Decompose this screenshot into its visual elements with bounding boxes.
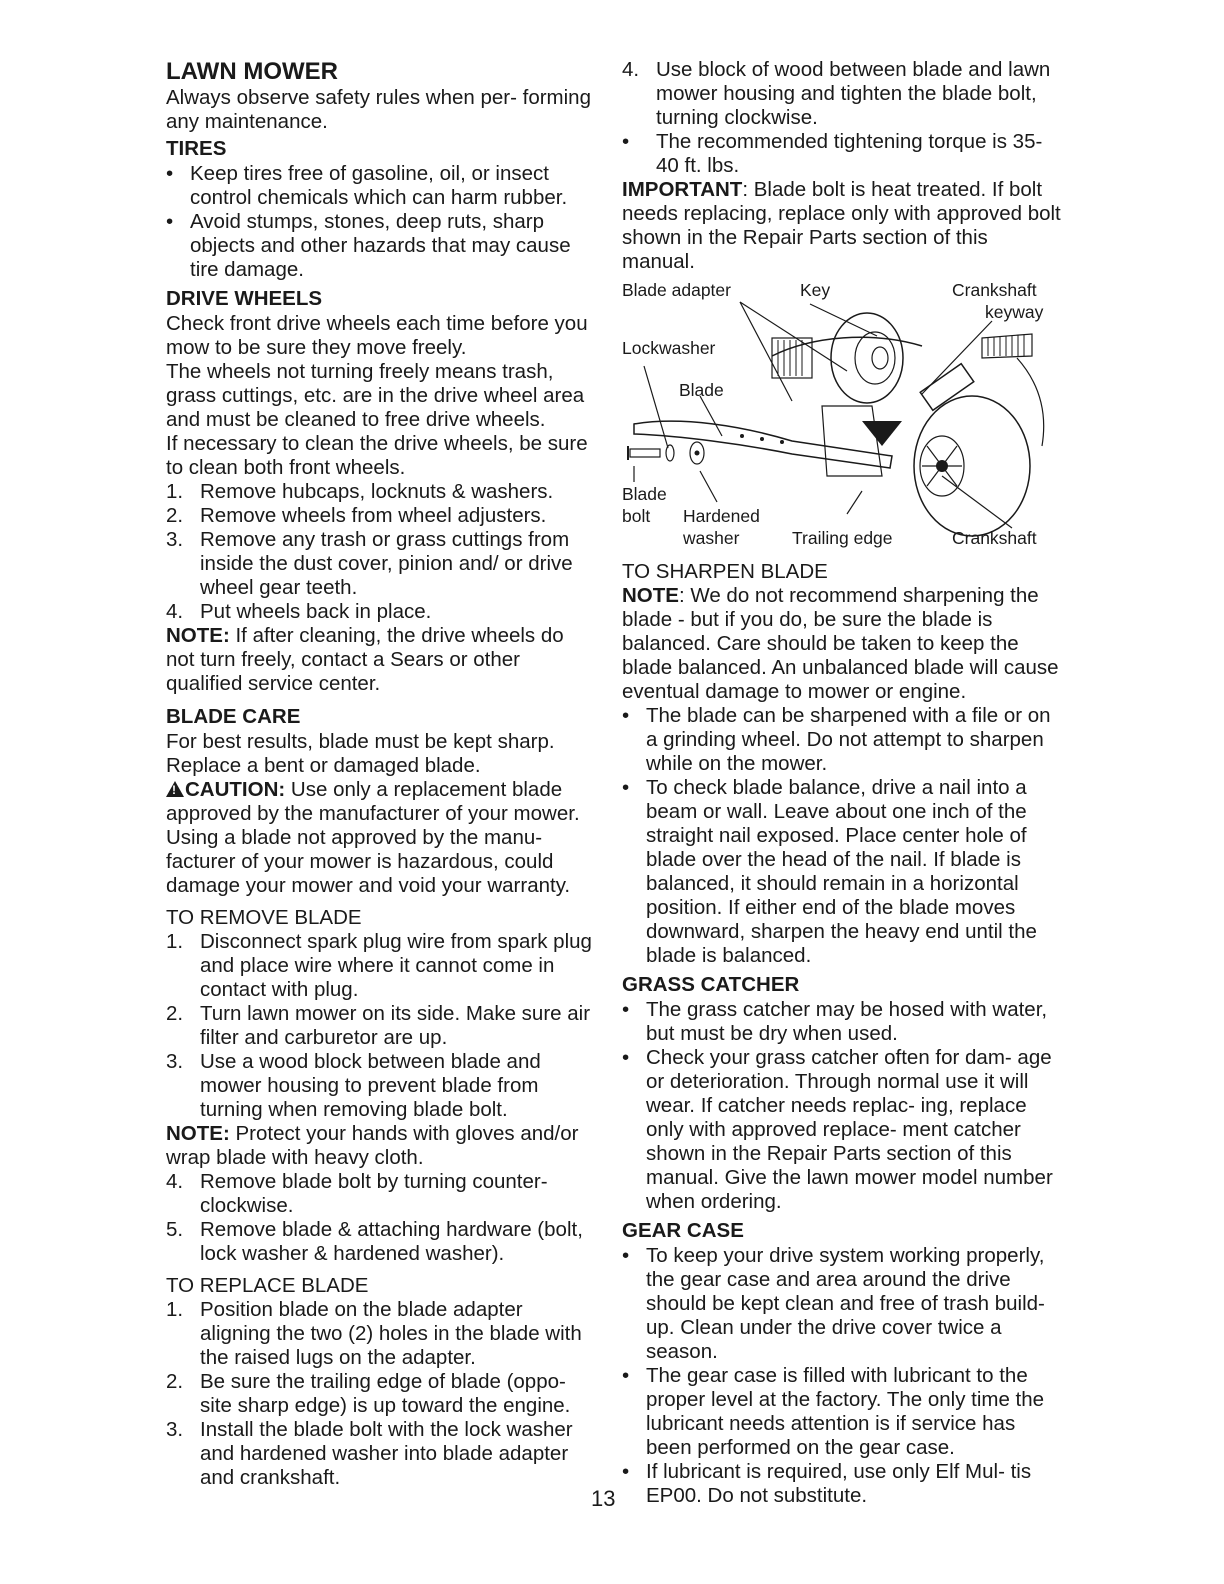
caution-paragraph: !CAUTION: Use only a replacement blade approved by the manufacturer of your mower. Using a blade not approved by the manu- facturer of your mower is hazardous, could damage your mower and void your warranty. <box>166 778 596 898</box>
list-item: • The grass catcher may be hosed with water, but must be dry when used. <box>622 998 1048 1045</box>
label-hardened-2: washer <box>683 528 740 548</box>
list-item: 3. Install the blade bolt with the lock washer and hardened washer into blade adapter and crankshaft. <box>166 1418 573 1489</box>
paragraph: For best results, blade must be kept sharp. Replace a bent or damaged blade. <box>166 730 555 777</box>
list-item: 3. Use a wood block between blade and mower housing to prevent blade from turning when removing blade bolt. <box>166 1050 541 1121</box>
note-paragraph: NOTE: We do not recommend sharpening the blade - but if you do, be sure the blade is balanced. Care should be taken to keep the blade balanced. An unbalanced blade will cause eventual damage to mower or engine. <box>622 584 1059 703</box>
list-item: 4. Remove blade bolt by turning counter- clockwise. <box>166 1170 548 1217</box>
gear-case-heading: GEAR CASE <box>622 1219 744 1242</box>
list-item: 3. Remove any trash or grass cuttings from inside the dust cover, pinion and/ or drive wheel gear teeth. <box>166 528 573 599</box>
sharpen-list <box>622 704 1062 968</box>
list-item: • The recommended tightening torque is 35-40 ft. lbs. <box>622 130 1043 177</box>
list-item: 5. Remove blade & attaching hardware (bolt, lock washer & hardened washer). <box>166 1218 583 1265</box>
list-item: 4. Put wheels back in place. <box>166 600 432 623</box>
replace-blade-steps-cont <box>622 58 1062 130</box>
sharpen-blade-heading: TO SHARPEN BLADE <box>622 560 828 583</box>
note-paragraph: NOTE: If after cleaning, the drive wheels do not turn freely, contact a Sears or other qualified service center. <box>166 624 564 695</box>
list-item: 1. Remove hubcaps, locknuts & washers. <box>166 480 554 503</box>
label-crankshaft-keyway-2: keyway <box>985 302 1044 322</box>
replace-blade-heading: TO REPLACE BLADE <box>166 1274 369 1297</box>
important-paragraph: IMPORTANT: Blade bolt is heat treated. If bolt needs replacing, replace only with approved bolt shown in the Repair Parts section of this manual. <box>622 178 1061 273</box>
torque-list <box>622 130 1062 178</box>
label-blade-bolt-1: Blade <box>622 484 667 504</box>
paragraph: The wheels not turning freely means trash, grass cuttings, etc. are in the drive wheel area and must be cleaned to free drive wheels. <box>166 360 585 431</box>
list-item: 1. Disconnect spark plug wire from spark plug and place wire where it cannot come in contact with plug. <box>166 930 592 1001</box>
right-column <box>622 58 1062 1508</box>
page-number: 13 <box>591 1486 616 1511</box>
list-item: 2. Remove wheels from wheel adjusters. <box>166 504 547 527</box>
remove-blade-steps <box>166 930 596 1122</box>
paragraph: Check front drive wheels each time before you mow to be sure they move freely. <box>166 312 588 359</box>
drive-wheels-heading: DRIVE WHEELS <box>166 287 323 310</box>
label-crankshaft: Crankshaft <box>952 528 1037 548</box>
list-item: • Avoid stumps, stones, deep ruts, sharp objects and other hazards that may cause tire damage. <box>166 210 571 281</box>
replace-blade-steps <box>166 1298 596 1490</box>
list-item: 2. Be sure the trailing edge of blade (oppo- site sharp edge) is up toward the engine. <box>166 1370 571 1417</box>
tires-list <box>166 162 596 282</box>
drive-wheels-steps <box>166 480 596 624</box>
list-item: • To check blade balance, drive a nail into a beam or wall. Leave about one inch of the straight nail exposed. Place center hole of blade over the head of the nail. If blade is balanced, it should remain in a horizontal position. If either end of the blade moves downward, sharpen the heavy end until the blade is balanced. <box>622 776 1037 967</box>
label-blade-bolt-2: bolt <box>622 506 651 526</box>
gear-case-list <box>622 1244 1062 1508</box>
section-title: LAWN MOWER <box>166 58 338 85</box>
blade-care-heading: BLADE CARE <box>166 705 301 728</box>
note-paragraph: NOTE: Protect your hands with gloves and/or wrap blade with heavy cloth. <box>166 1122 579 1169</box>
remove-blade-steps-cont <box>166 1170 596 1266</box>
list-item: • Check your grass catcher often for dam- age or deterioration. Through normal use it will wear. If catcher needs replac- ing, replace only with approved replace- ment catcher shown in the Repair Parts section of this manual. Give the lawn mower model number when ordering. <box>622 1046 1053 1213</box>
label-crankshaft-keyway-1: Crankshaft <box>952 280 1037 300</box>
label-blade-adapter: Blade adapter <box>622 280 731 300</box>
tires-heading: TIRES <box>166 137 227 160</box>
list-item: • The gear case is filled with lubricant to the proper level at the factory. The only time the lubricant needs attention is if service has been performed on the gear case. <box>622 1364 1045 1459</box>
list-item: • The blade can be sharpened with a file or on a grinding wheel. Do not attempt to sharpen while on the mower. <box>622 704 1051 775</box>
grass-catcher-list <box>622 998 1062 1214</box>
list-item: • If lubricant is required, use only Elf Mul- tis EP00. Do not substitute. <box>622 1460 1032 1507</box>
label-key: Key <box>800 280 831 300</box>
list-item: 4. Use block of wood between blade and lawn mower housing and tighten the blade bolt, turning clockwise. <box>622 58 1051 129</box>
warning-icon <box>166 781 184 797</box>
label-lockwasher: Lockwasher <box>622 338 716 358</box>
list-item: • Keep tires free of gasoline, oil, or insect control chemicals which can harm rubber. <box>166 162 568 209</box>
list-item: 1. Position blade on the blade adapter aligning the two (2) holes in the blade with the raised lugs on the adapter. <box>166 1298 582 1369</box>
label-trailing-edge: Trailing edge <box>792 528 893 548</box>
intro-text: Always observe safety rules when per- forming any maintenance. <box>166 86 591 133</box>
list-item: 2. Turn lawn mower on its side. Make sure air filter and carburetor are up. <box>166 1002 591 1049</box>
list-item: • To keep your drive system working properly, the gear case and area around the drive should be kept clean and free of trash build-up. Clean under the drive cover twice a season. <box>622 1244 1045 1363</box>
remove-blade-heading: TO REMOVE BLADE <box>166 906 362 929</box>
label-blade: Blade <box>679 380 724 400</box>
paragraph: If necessary to clean the drive wheels, be sure to clean both front wheels. <box>166 432 588 479</box>
grass-catcher-heading: GRASS CATCHER <box>622 973 800 996</box>
blade-assembly-diagram <box>622 276 1062 556</box>
label-hardened-1: Hardened <box>683 506 760 526</box>
left-column <box>166 58 596 1490</box>
